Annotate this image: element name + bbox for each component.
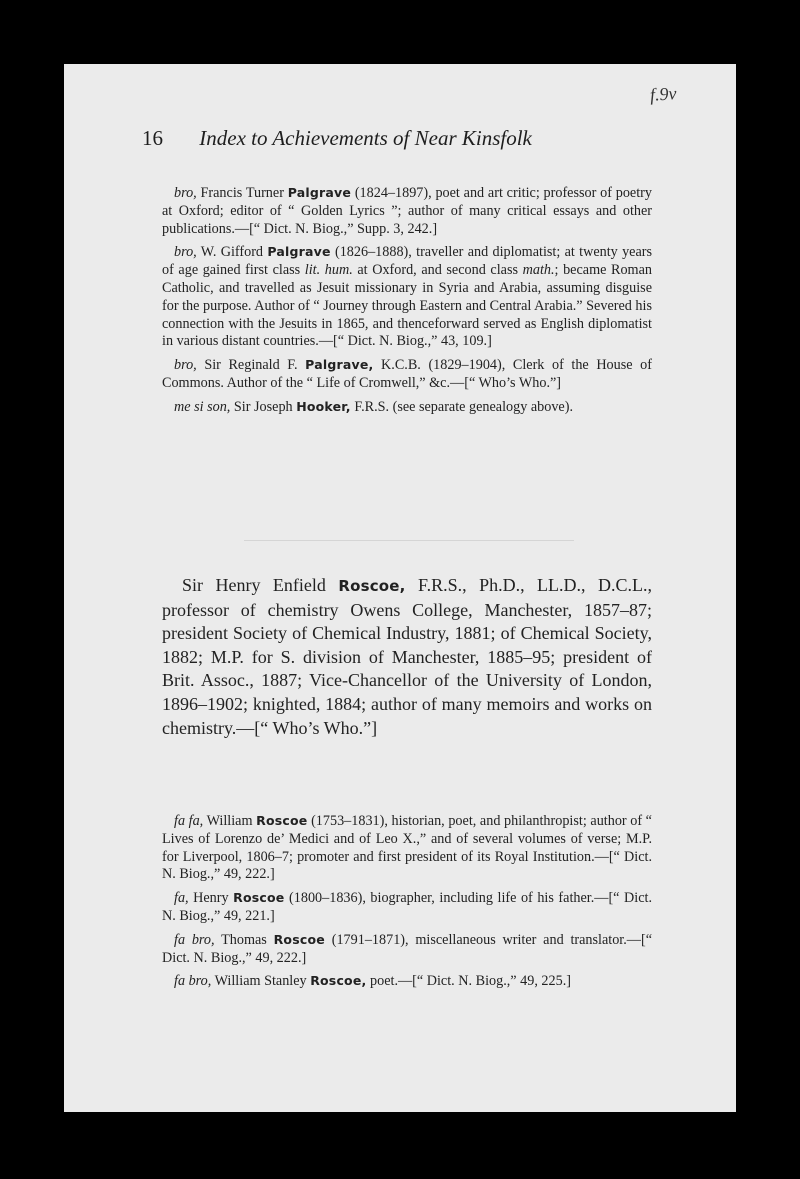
relation-label: bro, bbox=[174, 185, 197, 201]
entry-francis-palgrave: bro, Francis Turner Palgrave (1824–1897), poet and art critic; professor of poetry at Oxford; editor of “ Golden Lyrics ”; author of many critical essays and other publications.—[“ Dict. N. Biog.,” Supp. 3, 242.] bbox=[162, 185, 652, 237]
surname: Hooker, bbox=[296, 398, 351, 414]
surname: Roscoe bbox=[273, 931, 325, 947]
section-divider bbox=[244, 540, 574, 541]
main-entry-henry-roscoe: Sir Henry Enfield Roscoe, F.R.S., Ph.D., LL.D., D.C.L., professor of chemistry Owens College, Manchester, 1857–87; president Society of Chemical Industry, 1881; of Chemical Society, 1882; M.P. for S. division of Manchester, 1885–95; president of Brit. Assoc., 1887; Vice-Chancellor of the University of London, 1896–1902; knighted, 1884; author of many memoirs and works on chemistry.—[“ Who’s Who.”] bbox=[162, 575, 652, 738]
surname: Roscoe, bbox=[338, 577, 406, 595]
surname: Roscoe bbox=[233, 890, 285, 906]
surname: Roscoe bbox=[256, 813, 308, 828]
relation-label: bro, bbox=[174, 244, 197, 261]
palgrave-hooker-entries bbox=[162, 184, 652, 422]
entry-gifford-palgrave: bro, W. Gifford Palgrave (1826–1888), traveller and diplomatist; at twenty years of age gained first class lit. hum. at Oxford, and second class math.; became Roman Catholic, and travelled as Jesuit missionary in Syria and Arabia, assuming disguise for the purpose. Author of “ Journey through Eastern and Central Arabia.” Severed his connection with the Jesuits in 1865, and thenceforward served as English diplomatist in various distant countries.—[“ Dict. N. Biog.,” 43, 109.] bbox=[162, 244, 653, 350]
entry-henry-roscoe-biographer: fa, Henry Roscoe (1800–1836), biographer, including life of his father.—[“ Dict. N. Biog.,” 49, 221.] bbox=[162, 890, 652, 924]
running-title: Index to Achievements of Near Kinsfolk bbox=[199, 126, 532, 150]
entry-william-roscoe: fa fa, William Roscoe (1753–1831), historian, poet, and philanthropist; author of “ Lives of Lorenzo de’ Medici and of Leo X.,” and of several volumes of verse; M.P. for Liverpool, 1806–7; promoter and first president of its Royal Institution.—[“ Dict. N. Biog.,” 49, 222.] bbox=[162, 813, 652, 883]
entry-thomas-roscoe: fa bro, Thomas Roscoe (1791–1871), miscellaneous writer and translator.—[“ Dict. N. Biog.,” 49, 222.] bbox=[162, 931, 653, 966]
relation-label: bro, bbox=[174, 357, 197, 374]
relation-label: fa, bbox=[174, 890, 189, 907]
page-number: 16 bbox=[142, 126, 163, 150]
surname: Roscoe, bbox=[310, 973, 367, 989]
roscoe-relatives-entries bbox=[162, 812, 652, 996]
surname: Palgrave, bbox=[305, 357, 374, 373]
entry-william-stanley-roscoe: fa bro, William Stanley Roscoe, poet.—[“ Dict. N. Biog.,” 49, 225.] bbox=[174, 973, 571, 990]
handwritten-folio-note: f.9v bbox=[649, 83, 678, 105]
relation-label: fa bro, bbox=[174, 973, 212, 990]
book-page bbox=[64, 64, 736, 1112]
relation-label: me si son, bbox=[174, 398, 231, 415]
entry-reginald-palgrave: bro, Sir Reginald F. Palgrave, K.C.B. (1829–1904), Clerk of the House of Commons. Author of the “ Life of Cromwell,” &c.—[“ Who’s Who.”] bbox=[162, 357, 652, 391]
relation-label: fa bro, bbox=[174, 931, 215, 948]
surname: Palgrave bbox=[267, 244, 331, 260]
relation-label: fa fa, bbox=[174, 813, 204, 829]
page-header bbox=[142, 126, 532, 151]
entry-joseph-hooker: me si son, Sir Joseph Hooker, F.R.S. (see separate genealogy above). bbox=[174, 398, 574, 415]
surname: Palgrave bbox=[287, 185, 352, 200]
